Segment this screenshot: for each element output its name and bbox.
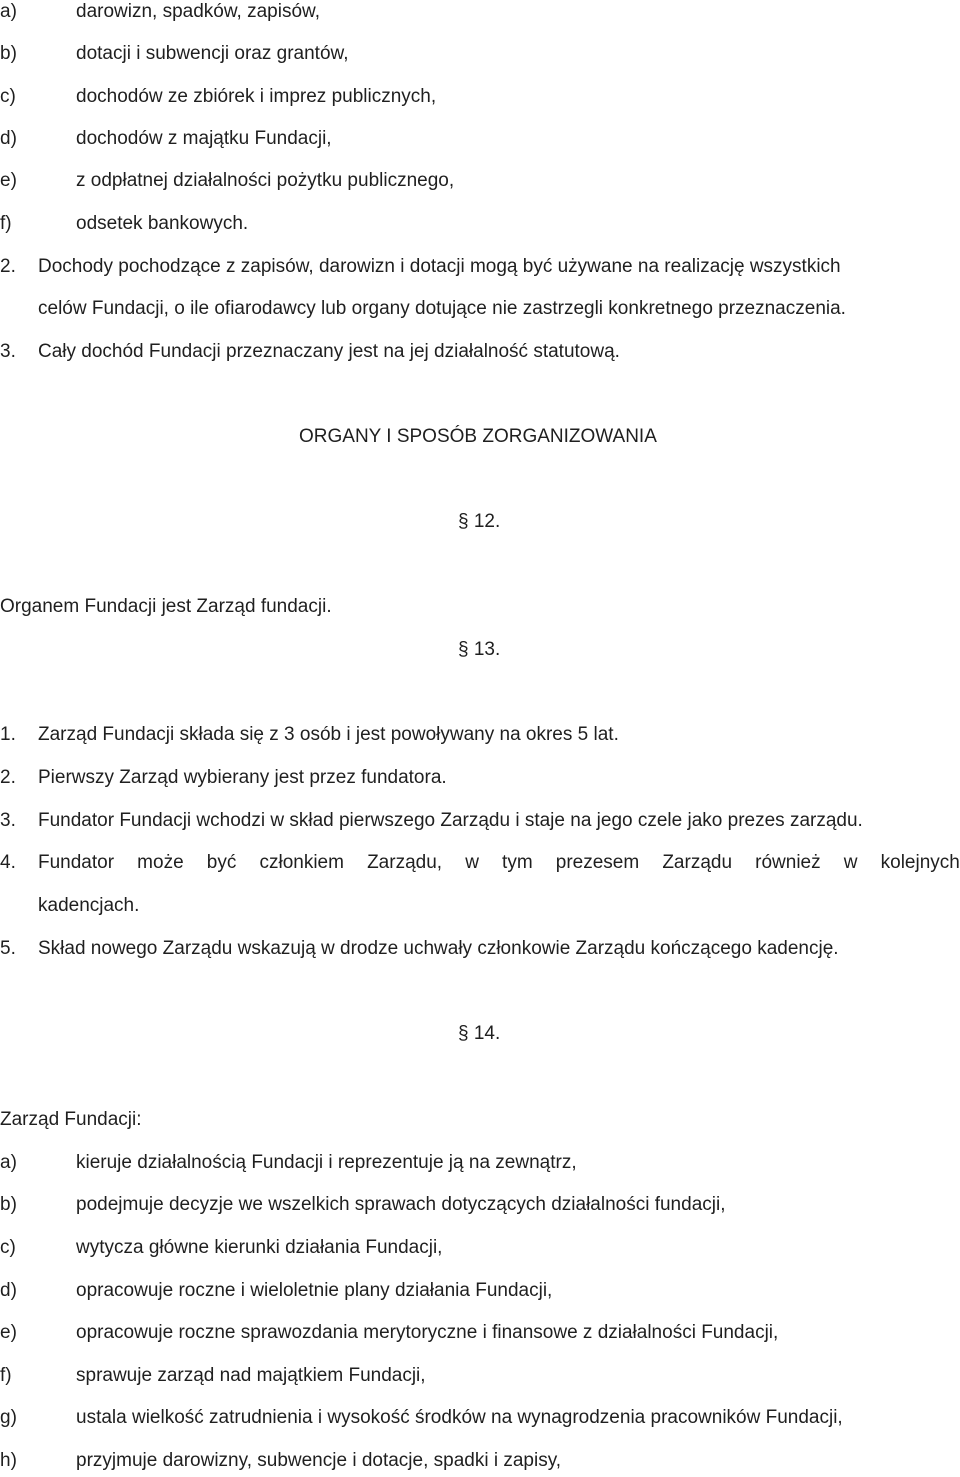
list-item-text: sprawuje zarząd nad majątkiem Fundacji, bbox=[76, 1365, 426, 1386]
item-text: Pierwszy Zarząd wybierany jest przez fundatora. bbox=[38, 767, 447, 788]
list-item-label: e) bbox=[0, 1322, 17, 1343]
paragraph-text: Cały dochód Fundacji przeznaczany jest na jej działalność statutową. bbox=[38, 341, 620, 362]
paragraph-marker: § 14. bbox=[458, 1023, 501, 1044]
list-item-label: b) bbox=[0, 43, 17, 64]
list-item-label: h) bbox=[0, 1450, 17, 1471]
word: również bbox=[755, 852, 821, 873]
list-item-label: c) bbox=[0, 86, 16, 107]
paragraph-number: 3. bbox=[0, 341, 16, 362]
list-item-text: z odpłatnej działalności pożytku publicznego, bbox=[76, 170, 455, 191]
justified-text-line bbox=[38, 851, 960, 875]
paragraph-text-line: celów Fundacji, o ile ofiarodawcy lub organy dotujące nie zastrzegli konkretnego przeznaczenia. bbox=[38, 298, 846, 319]
list-item-label: f) bbox=[0, 213, 12, 234]
word: może bbox=[137, 852, 184, 873]
list-item-label: d) bbox=[0, 128, 17, 149]
list-item-label: g) bbox=[0, 1407, 17, 1428]
item-text: Fundator Fundacji wchodzi w skład pierwszego Zarządu i staje na jego czele jako prezes zarządu. bbox=[38, 810, 863, 831]
list-item-text: dotacji i subwencji oraz grantów, bbox=[76, 43, 349, 64]
list-item-label: a) bbox=[0, 1, 17, 22]
list-item-label: b) bbox=[0, 1194, 17, 1215]
paragraph-text: Organem Fundacji jest Zarząd fundacji. bbox=[0, 596, 332, 617]
word: być bbox=[206, 852, 237, 873]
word: tym bbox=[502, 852, 533, 873]
section-heading: ORGANY I SPOSÓB ZORGANIZOWANIA bbox=[299, 426, 657, 447]
word: Zarządu bbox=[662, 852, 733, 873]
list-item-label: e) bbox=[0, 170, 17, 191]
list-item-text: dochodów z majątku Fundacji, bbox=[76, 128, 332, 149]
list-item-text: kieruje działalnością Fundacji i reprezentuje ją na zewnątrz, bbox=[76, 1152, 577, 1173]
list-item-label: c) bbox=[0, 1237, 16, 1258]
item-text: Zarząd Fundacji składa się z 3 osób i jest powoływany na okres 5 lat. bbox=[38, 724, 619, 745]
paragraph-text: Zarząd Fundacji: bbox=[0, 1109, 142, 1130]
word: Fundator bbox=[38, 852, 115, 873]
word: w bbox=[465, 852, 479, 873]
list-item-text: odsetek bankowych. bbox=[76, 213, 249, 234]
item-number: 2. bbox=[0, 767, 16, 788]
item-number: 1. bbox=[0, 724, 16, 745]
item-number: 5. bbox=[0, 938, 16, 959]
paragraph-number: 2. bbox=[0, 256, 16, 277]
paragraph-marker: § 12. bbox=[458, 511, 501, 532]
word: prezesem bbox=[555, 852, 640, 873]
word: w bbox=[843, 852, 858, 873]
list-item-label: d) bbox=[0, 1280, 17, 1301]
item-text-continuation: kadencjach. bbox=[38, 895, 140, 916]
list-item-label: f) bbox=[0, 1365, 12, 1386]
paragraph-marker: § 13. bbox=[458, 639, 501, 660]
list-item-text: darowizn, spadków, zapisów, bbox=[76, 1, 320, 22]
list-item-text: opracowuje roczne i wieloletnie plany działania Fundacji, bbox=[76, 1280, 553, 1301]
word: Zarządu, bbox=[367, 852, 443, 873]
word: członkiem bbox=[259, 852, 344, 873]
item-number: 4. bbox=[0, 852, 16, 873]
list-item-text: podejmuje decyzje we wszelkich sprawach dotyczących działalności fundacji, bbox=[76, 1194, 726, 1215]
list-item-label: a) bbox=[0, 1152, 17, 1173]
list-item-text: wytycza główne kierunki działania Fundacji, bbox=[76, 1237, 443, 1258]
list-item-text: ustala wielkość zatrudnienia i wysokość środków na wynagrodzenia pracowników Fundacji, bbox=[76, 1407, 843, 1428]
word: kolejnych bbox=[880, 852, 960, 873]
paragraph-text-line: Dochody pochodzące z zapisów, darowizn i dotacji mogą być używane na realizację wszystkich bbox=[38, 256, 841, 277]
list-item-text: przyjmuje darowizny, subwencje i dotacje, spadki i zapisy, bbox=[76, 1450, 562, 1471]
list-item-text: dochodów ze zbiórek i imprez publicznych, bbox=[76, 86, 437, 107]
item-number: 3. bbox=[0, 810, 16, 831]
list-item-text: opracowuje roczne sprawozdania merytoryczne i finansowe z działalności Fundacji, bbox=[76, 1322, 779, 1343]
item-text: Skład nowego Zarządu wskazują w drodze uchwały członkowie Zarządu kończącego kadencję. bbox=[38, 938, 839, 959]
